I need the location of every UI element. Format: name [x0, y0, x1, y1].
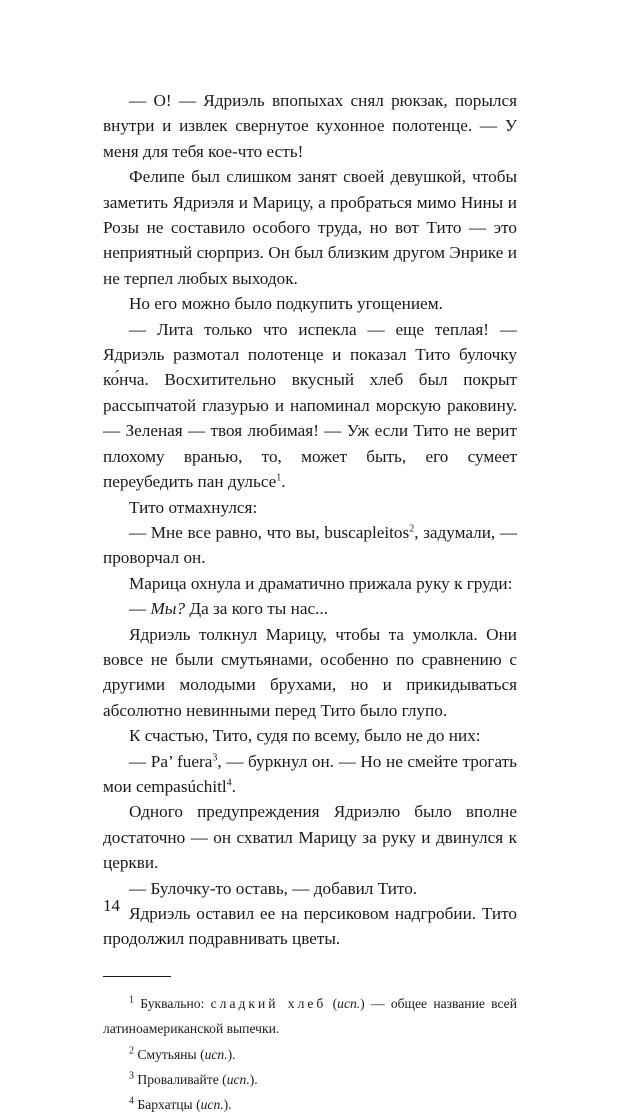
text-run: , задумали, — проворчал он. — [103, 522, 518, 568]
book-page — [103, 88, 517, 1118]
footnote-marker: 2 — [409, 523, 415, 535]
italic-text: исп. — [226, 1072, 250, 1088]
page-number: 14 — [103, 896, 120, 915]
text-run: Но его можно было подкупить угощением. — [129, 294, 443, 314]
italic-text: исп. — [200, 1097, 224, 1113]
text-run: ). — [223, 1097, 232, 1113]
text-run: Фелипе был слишком занят своей девушкой, чтобы заметить Ядриэля и Марицу, а пробраться мимо Нины и Розы не составило особого труда, но вот Тито — это неприятный сюрприз. Он был близким другом Энрике и не терпел любых выходок. — [103, 167, 517, 288]
paragraph — [103, 164, 517, 291]
footnote-marker: 1 — [276, 472, 282, 484]
text-run: ( — [326, 995, 338, 1011]
paragraph — [103, 88, 517, 164]
text-run: — Pa’ fuera — [129, 751, 213, 771]
paragraph — [103, 520, 517, 571]
footnote-marker: 1 — [129, 994, 134, 1006]
italic-text: исп. — [337, 995, 361, 1011]
text-run: К счастью, Тито, судя по всему, было не до них: — [129, 726, 481, 746]
paragraph — [103, 495, 517, 520]
footnotes — [103, 991, 517, 1118]
footnote — [103, 991, 517, 1042]
spaced-text: сладкий хлеб — [210, 995, 327, 1011]
paragraph — [103, 317, 517, 495]
footnote-divider — [103, 976, 171, 977]
paragraph — [103, 596, 517, 621]
text-run: . — [231, 776, 236, 796]
text-run: , — буркнул он. — Но не смейте трогать мои cempasúchitl — [103, 751, 518, 796]
text-run: ) — общее название всей латиноамериканской выпечки. — [103, 995, 517, 1037]
paragraph — [103, 749, 517, 800]
text-run: Одного предупреждения Ядриэлю было вполне достаточно — он схватил Марицу за руку и двинулся к церкви. — [103, 802, 517, 873]
body-text — [103, 88, 517, 952]
text-run: — — [129, 599, 151, 619]
footnote — [103, 1067, 517, 1092]
paragraph — [103, 799, 517, 875]
text-run: Да за кого ты нас... — [185, 599, 328, 619]
text-run: Ядриэль толкнул Марицу, чтобы та умолкла. Они вовсе не были смутьянами, особенно по сравнению с другими молодыми брухами, но и прикидываться абсолютно невинными перед Тито было глупо. — [103, 624, 517, 720]
paragraph — [103, 723, 517, 748]
paragraph — [103, 876, 517, 901]
footnote — [103, 1042, 517, 1067]
footnote-marker: 4 — [129, 1095, 134, 1107]
footnote-marker: 2 — [129, 1045, 134, 1057]
footnote — [103, 1092, 517, 1117]
paragraph — [103, 571, 517, 596]
text-run: ). — [249, 1072, 258, 1088]
footnote-marker: 4 — [226, 777, 232, 789]
text-run: Смутьяны ( — [134, 1046, 205, 1062]
text-run: — О! — Ядриэль впопыхах снял рюкзак, порылся внутри и извлек свернутое кухонное полотенце. — У меня для тебя кое-что есть! — [103, 91, 517, 161]
text-run: Буквально: — [134, 995, 211, 1011]
footnote-marker: 3 — [212, 751, 218, 763]
text-run: . — [281, 472, 286, 492]
text-run: Бархатцы ( — [134, 1097, 201, 1113]
text-run: Ядриэль оставил ее на персиковом надгробии. Тито продолжил подравнивать цветы. — [103, 904, 517, 949]
text-run: ). — [227, 1046, 236, 1062]
text-run: — Мне все равно, что вы, buscapleitos — [129, 522, 410, 542]
paragraph — [103, 291, 517, 316]
paragraph — [103, 901, 517, 952]
paragraph — [103, 622, 517, 724]
text-run: Проваливайте ( — [134, 1072, 227, 1088]
footnote-marker: 3 — [129, 1070, 134, 1082]
text-run: — Булочку-то оставь, — добавил Тито. — [129, 878, 418, 898]
text-run: — Лита только что испекла — еще теплая! — Ядриэль размотал полотенце и показал Тито булочку ко́нча. Восхитительно вкусный хлеб был покрыт рассыпчатой глазурью и напоминал морскую раковину. — Зеленая — твоя любимая! — Уж если Тито не верит плохому вранью, то, может быть, его сумеет переубедить пан дульсе — [103, 319, 517, 492]
italic-text: исп. — [204, 1046, 228, 1062]
italic-text: Мы? — [150, 599, 186, 619]
text-run: Марица охнула и драматично прижала руку к груди: — [129, 573, 513, 593]
text-run: Тито отмахнулся: — [129, 497, 258, 517]
